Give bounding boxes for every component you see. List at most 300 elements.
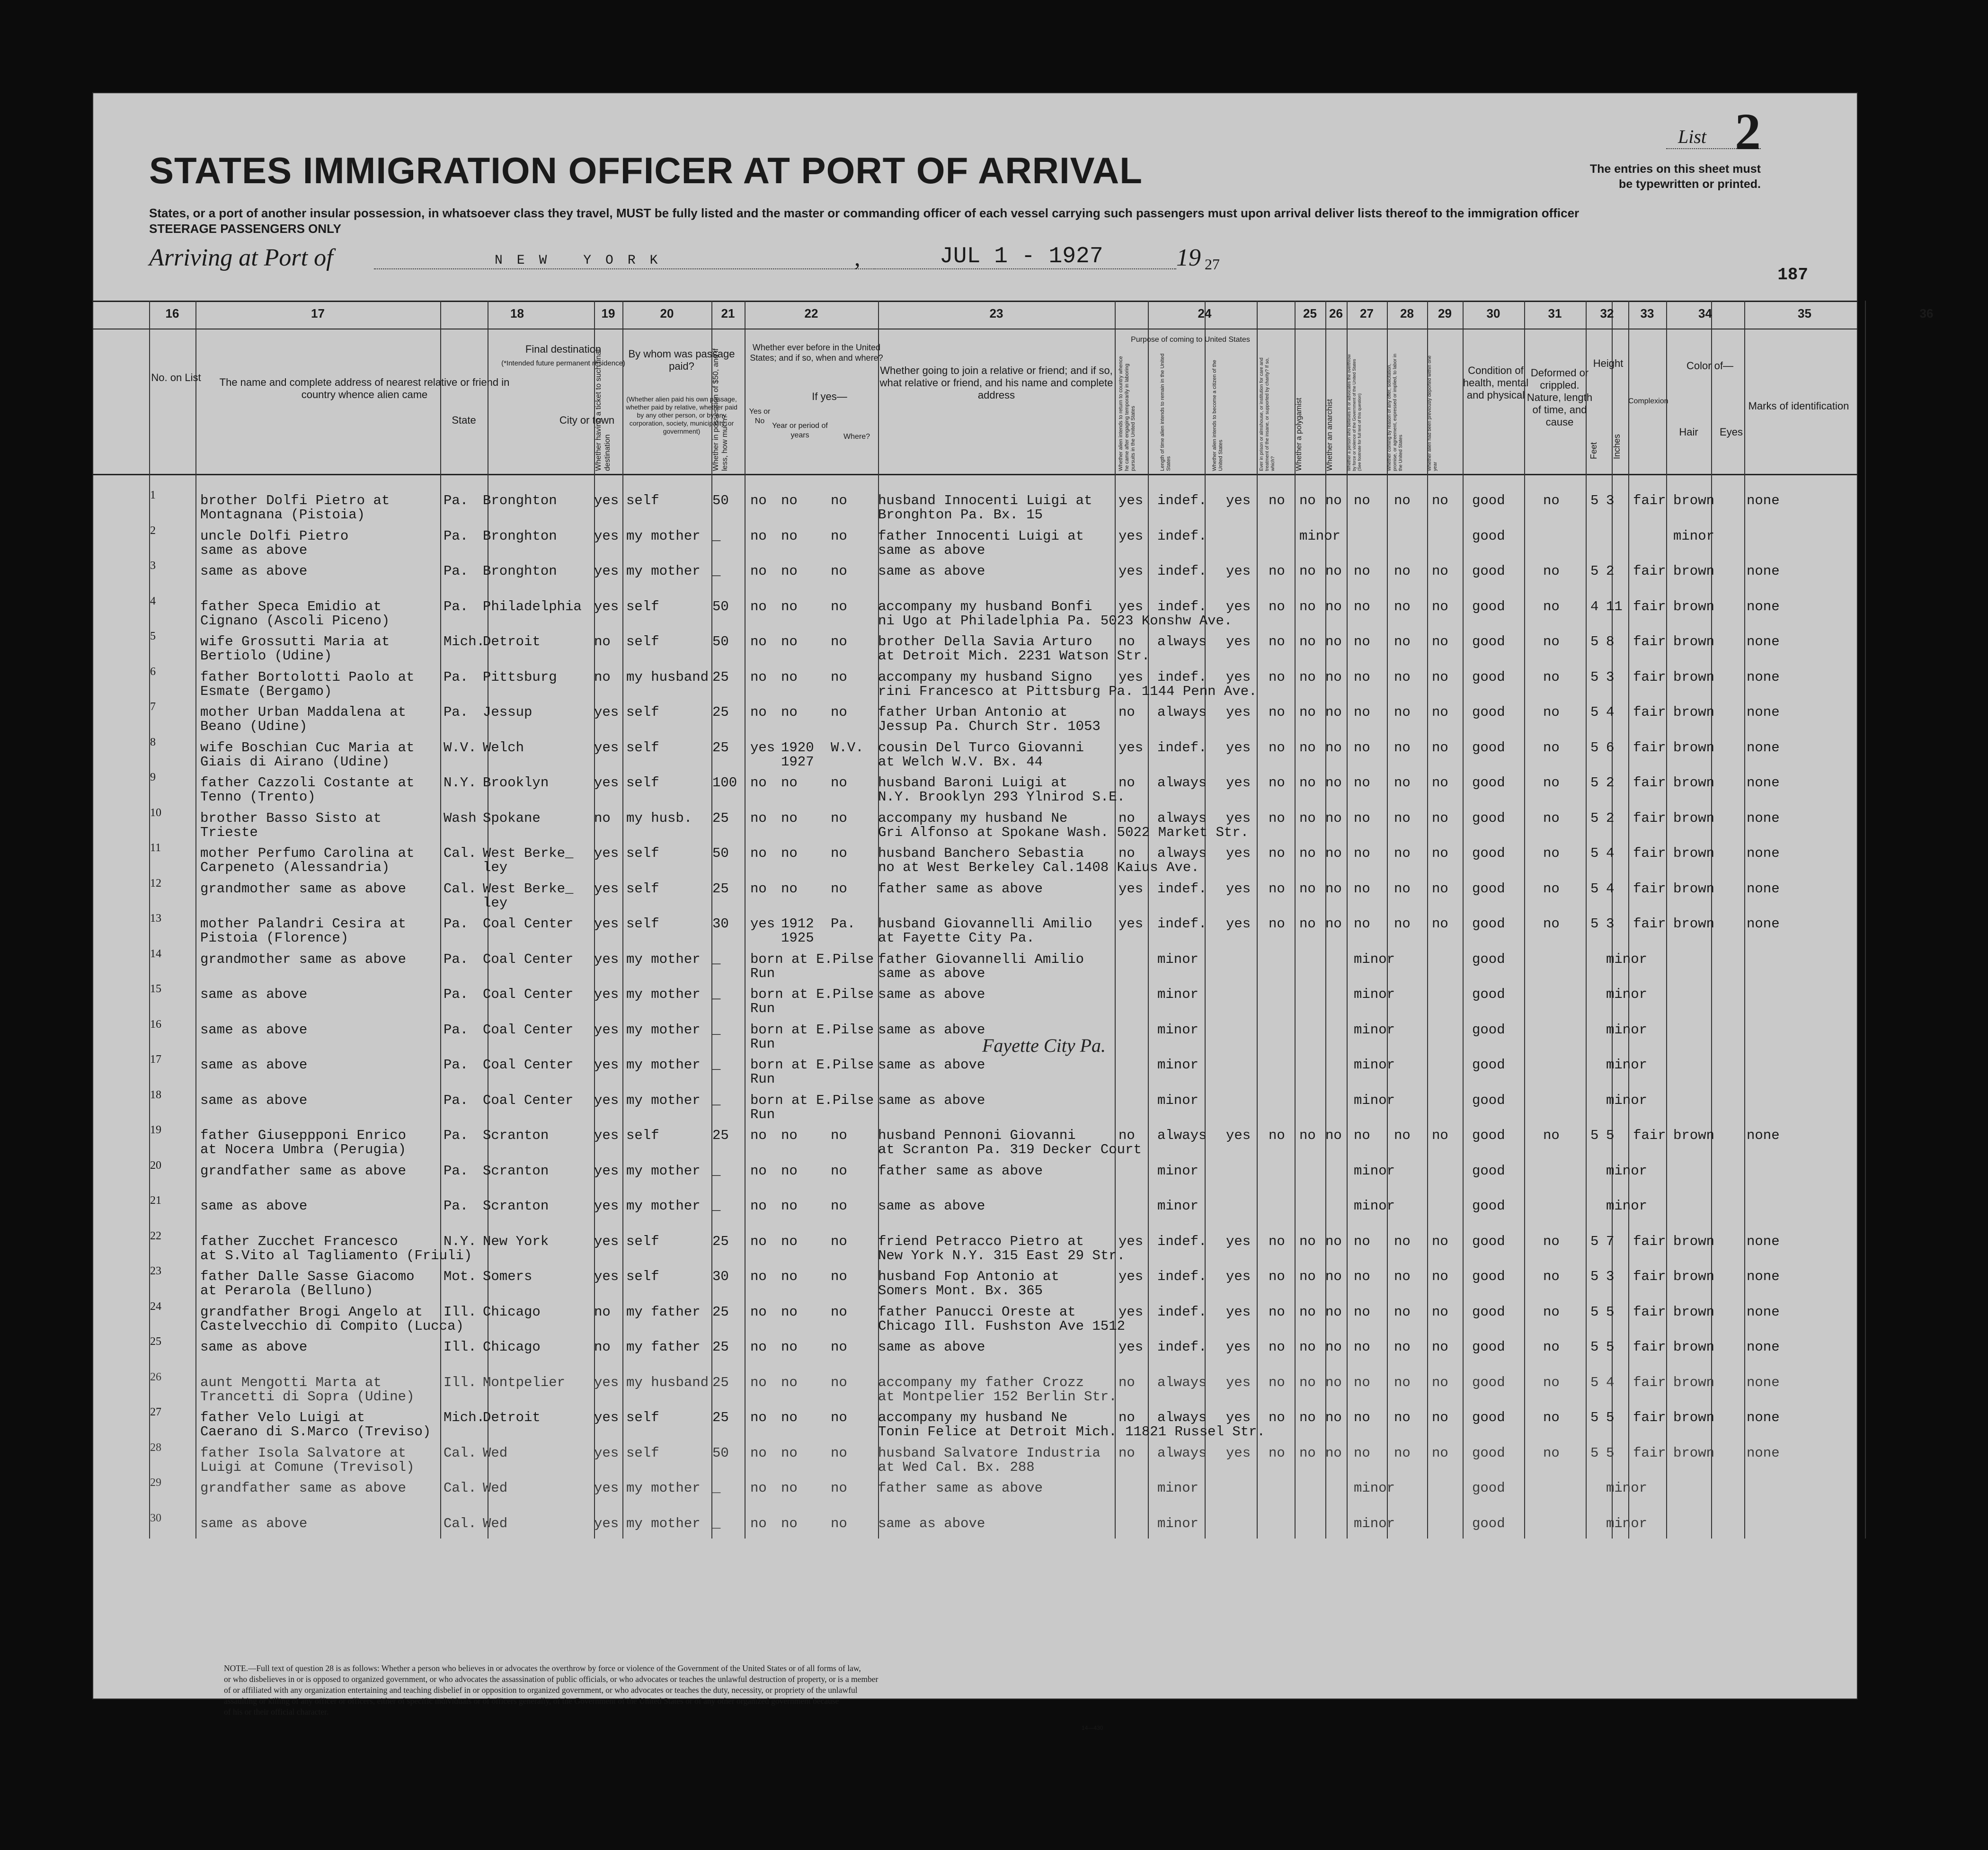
destination-state: Pa. bbox=[444, 1163, 469, 1179]
before-in-us: born at E.Pilse Run bbox=[750, 1057, 874, 1087]
overthrow-answer: no bbox=[1354, 1269, 1370, 1284]
hair-color: brown bbox=[1673, 598, 1715, 614]
anarchist-answer: no bbox=[1325, 810, 1342, 826]
relative-address: brother Dolfi Pietro at Montagnana (Pistoia) bbox=[200, 493, 390, 523]
destination-state: Pa. bbox=[444, 1092, 469, 1108]
destination-city: Scranton bbox=[483, 1163, 549, 1179]
purpose-return: no bbox=[1118, 775, 1135, 791]
overthrow-answer: minor bbox=[1354, 1092, 1395, 1108]
overthrow-answer: no bbox=[1354, 1128, 1370, 1143]
paid-by: my mother bbox=[626, 1163, 701, 1179]
height-inches: 3 bbox=[1606, 1269, 1615, 1284]
header-excluded: Whether coming by reason of any offer, solicitation, promise, or agreement, expressed or implied, to labor in the United States bbox=[1387, 354, 1403, 471]
hair-color: brown bbox=[1673, 810, 1715, 826]
paid-by: self bbox=[626, 1410, 659, 1425]
joining-relative: father same as above bbox=[878, 1163, 1043, 1179]
health-answer: good bbox=[1472, 1092, 1505, 1108]
purpose-citizen: yes bbox=[1226, 563, 1251, 579]
excluded-answer: no bbox=[1394, 881, 1411, 897]
hair-color: brown bbox=[1673, 1445, 1715, 1461]
table-row bbox=[92, 1159, 1858, 1200]
deformed-answer: no bbox=[1543, 1374, 1560, 1390]
polygamist-answer: no bbox=[1299, 916, 1316, 932]
before-in-us: no bbox=[750, 493, 767, 508]
years-in-us: no bbox=[781, 1374, 798, 1390]
height-inches: 8 bbox=[1606, 634, 1615, 649]
overthrow-answer: minor bbox=[1354, 1057, 1395, 1073]
money-amount: _ bbox=[712, 987, 721, 1002]
column-number: 26 bbox=[1329, 306, 1343, 320]
purpose-citizen: yes bbox=[1226, 493, 1251, 508]
prison-answer: no bbox=[1269, 493, 1285, 508]
height-feet: 5 bbox=[1590, 634, 1599, 649]
purpose-length: minor bbox=[1157, 1022, 1199, 1038]
polygamist-answer: no bbox=[1299, 775, 1316, 791]
health-answer: good bbox=[1472, 1374, 1505, 1390]
destination-city: Bronghton bbox=[483, 563, 557, 579]
relative-address: father Isola Salvatore at Luigi at Comune (Trevisol) bbox=[200, 1445, 415, 1475]
height-inches: 3 bbox=[1606, 493, 1615, 508]
hair-color: minor bbox=[1673, 528, 1715, 544]
joining-relative: husband Banchero Sebastia no at West Berkeley Cal.1408 Kaius Ave. bbox=[878, 845, 1199, 875]
paid-by: self bbox=[626, 1233, 659, 1249]
header-purpose: Purpose of coming to United States bbox=[1131, 336, 1250, 344]
row-number: 9 bbox=[150, 771, 156, 783]
excluded-answer: no bbox=[1394, 634, 1411, 649]
years-in-us: no bbox=[781, 1339, 798, 1355]
destination-state: Ill. bbox=[444, 1374, 477, 1390]
list-label: List bbox=[1677, 126, 1706, 147]
destination-city: Bronghton bbox=[483, 528, 557, 544]
prison-answer: no bbox=[1269, 704, 1285, 720]
identification-marks: none bbox=[1747, 775, 1780, 791]
excluded-answer: no bbox=[1394, 598, 1411, 614]
purpose-citizen: yes bbox=[1226, 1410, 1251, 1425]
destination-state: Pa. bbox=[444, 1128, 469, 1143]
ticket-answer: yes bbox=[594, 598, 619, 614]
row-number: 21 bbox=[150, 1194, 161, 1207]
column-number: 29 bbox=[1438, 306, 1452, 320]
purpose-length: indef. bbox=[1157, 739, 1207, 756]
prison-answer: no bbox=[1269, 1128, 1285, 1143]
anarchist-answer: no bbox=[1325, 1233, 1342, 1249]
prison-answer: no bbox=[1269, 1304, 1285, 1320]
complexion: fair bbox=[1633, 1374, 1666, 1390]
header-deformed: Deformed or crippled. Nature, length of time, and cause bbox=[1526, 367, 1593, 428]
joining-relative: accompany my father Crozz at Montpelier 152 Berlin Str. bbox=[878, 1374, 1117, 1405]
identification-marks: none bbox=[1747, 1304, 1780, 1320]
destination-city: Coal Center bbox=[483, 1057, 574, 1073]
health-answer: good bbox=[1472, 1163, 1505, 1179]
hair-color: brown bbox=[1673, 669, 1715, 685]
anarchist-answer: no bbox=[1325, 634, 1342, 649]
purpose-citizen: yes bbox=[1226, 810, 1251, 826]
purpose-return: no bbox=[1118, 1128, 1135, 1143]
height-inches: minor bbox=[1606, 1092, 1648, 1108]
where-in-us: no bbox=[831, 634, 847, 649]
where-in-us: no bbox=[831, 493, 847, 508]
table-row bbox=[92, 701, 1858, 741]
ticket-answer: yes bbox=[594, 704, 619, 720]
where-in-us: no bbox=[831, 1410, 847, 1425]
overthrow-answer: no bbox=[1354, 1410, 1370, 1425]
destination-state: Wash bbox=[444, 810, 477, 826]
ticket-answer: yes bbox=[594, 987, 619, 1002]
purpose-length: indef. bbox=[1157, 1233, 1207, 1249]
row-number: 20 bbox=[150, 1159, 161, 1172]
height-inches: minor bbox=[1606, 951, 1648, 967]
money-amount: 30 bbox=[712, 916, 729, 932]
identification-marks: none bbox=[1747, 493, 1780, 508]
relative-address: grandfather same as above bbox=[200, 1480, 407, 1496]
relative-address: grandfather same as above bbox=[200, 1163, 407, 1179]
anarchist-answer: no bbox=[1325, 1374, 1342, 1390]
hair-color: brown bbox=[1673, 1233, 1715, 1249]
deported-answer: no bbox=[1432, 1445, 1448, 1461]
table-row bbox=[92, 1476, 1858, 1517]
complexion: fair bbox=[1633, 634, 1666, 649]
purpose-length: minor bbox=[1157, 987, 1199, 1002]
anarchist-answer: no bbox=[1325, 598, 1342, 614]
deformed-answer: no bbox=[1543, 704, 1560, 720]
anarchist-answer: no bbox=[1325, 916, 1342, 932]
hair-color: brown bbox=[1673, 1374, 1715, 1390]
row-number: 29 bbox=[150, 1476, 161, 1489]
column-number: 27 bbox=[1360, 306, 1374, 320]
table-row bbox=[92, 1194, 1858, 1235]
where-in-us: no bbox=[831, 563, 847, 579]
where-in-us: no bbox=[831, 1128, 847, 1143]
ticket-answer: yes bbox=[594, 493, 619, 508]
destination-city: Chicago bbox=[483, 1339, 541, 1355]
ticket-answer: no bbox=[594, 634, 611, 649]
table-row bbox=[92, 665, 1858, 706]
joining-relative: husband Fop Antonio at Somers Mont. Bx. 365 bbox=[878, 1269, 1059, 1299]
height-inches: 3 bbox=[1606, 916, 1615, 932]
years-in-us: no bbox=[781, 634, 798, 649]
before-in-us: no bbox=[750, 1445, 767, 1461]
excluded-answer: no bbox=[1394, 704, 1411, 720]
overthrow-answer: no bbox=[1354, 598, 1370, 614]
purpose-return: no bbox=[1118, 845, 1135, 861]
destination-state: Pa. bbox=[444, 704, 469, 720]
before-in-us: no bbox=[750, 775, 767, 791]
port-name: NEW YORK bbox=[495, 253, 672, 268]
where-in-us: W.V. bbox=[831, 739, 864, 756]
purpose-return: yes bbox=[1118, 598, 1144, 614]
years-in-us: no bbox=[781, 1304, 798, 1320]
overthrow-answer: no bbox=[1354, 1233, 1370, 1249]
header-feet: Feet bbox=[1589, 442, 1598, 459]
deformed-answer: no bbox=[1543, 669, 1560, 685]
money-amount: 50 bbox=[712, 845, 729, 861]
where-in-us: no bbox=[831, 704, 847, 720]
complexion: fair bbox=[1633, 1445, 1666, 1461]
row-number: 6 bbox=[150, 665, 156, 678]
row-number: 3 bbox=[150, 560, 156, 572]
header-paid-by: By whom was passage paid? bbox=[628, 348, 735, 372]
relative-address: mother Palandri Cesira at Pistoia (Florence) bbox=[200, 916, 407, 946]
sheet-number: 187 bbox=[1777, 265, 1808, 285]
paid-by: self bbox=[626, 775, 659, 791]
height-feet: 5 bbox=[1590, 845, 1599, 861]
joining-relative: father Urban Antonio at Jessup Pa. Church Str. 1053 bbox=[878, 704, 1100, 734]
purpose-return: no bbox=[1118, 1445, 1135, 1461]
identification-marks: none bbox=[1747, 1410, 1780, 1425]
polygamist-answer: no bbox=[1299, 669, 1316, 685]
years-in-us: no bbox=[781, 1410, 798, 1425]
health-answer: good bbox=[1472, 1128, 1505, 1143]
height-feet: 5 bbox=[1590, 1128, 1599, 1143]
hair-color: brown bbox=[1673, 775, 1715, 791]
relative-address: mother Urban Maddalena at Beano (Udine) bbox=[200, 704, 407, 734]
form-instructions: States, or a port of another insular possession, in whatsoever class they travel, MUST be fully listed and the master or commanding officer of each vessel carrying such passengers must upon arrival deliver lists thereof to the immigration officer bbox=[149, 206, 1580, 220]
relative-address: father Velo Luigi at Caerano di S.Marco (Treviso) bbox=[200, 1410, 431, 1440]
joining-relative: same as above bbox=[878, 1515, 985, 1531]
where-in-us: no bbox=[831, 881, 847, 897]
purpose-citizen: yes bbox=[1226, 1304, 1251, 1320]
destination-state: Pa. bbox=[444, 528, 469, 544]
years-in-us: no bbox=[781, 1233, 798, 1249]
hair-color: brown bbox=[1673, 881, 1715, 897]
overthrow-answer: minor bbox=[1354, 1198, 1395, 1214]
column-number: 22 bbox=[804, 306, 818, 320]
joining-relative: accompany my husband Ne Gri Alfonso at Spokane Wash. 5022 Market Str. bbox=[878, 810, 1249, 840]
purpose-return: no bbox=[1118, 1410, 1135, 1425]
arriving-label: Arriving at Port of bbox=[149, 244, 333, 271]
row-number: 27 bbox=[150, 1406, 161, 1418]
table-row bbox=[92, 771, 1858, 811]
destination-state: Mich. bbox=[444, 1410, 485, 1425]
typewritten-note: The entries on this sheet must be typewritten or printed. bbox=[1589, 162, 1761, 191]
purpose-length: indef. bbox=[1157, 598, 1207, 614]
before-in-us: no bbox=[750, 1515, 767, 1531]
table-row bbox=[92, 1229, 1858, 1270]
ticket-answer: yes bbox=[594, 1128, 619, 1143]
complexion: fair bbox=[1633, 598, 1666, 614]
paid-by: my father bbox=[626, 1304, 701, 1320]
joining-relative: husband Salvatore Industria at Wed Cal. Bx. 288 bbox=[878, 1445, 1100, 1475]
overthrow-answer: minor bbox=[1354, 987, 1395, 1002]
header-city: City or town bbox=[559, 414, 615, 426]
row-number: 23 bbox=[150, 1265, 161, 1277]
column-number: 35 bbox=[1798, 306, 1811, 320]
where-in-us: no bbox=[831, 598, 847, 614]
row-number: 10 bbox=[150, 806, 161, 819]
destination-city: Coal Center bbox=[483, 1022, 574, 1038]
polygamist-answer: minor bbox=[1299, 528, 1341, 544]
row-number: 5 bbox=[150, 630, 156, 642]
paid-by: self bbox=[626, 493, 659, 508]
identification-marks: none bbox=[1747, 810, 1780, 826]
money-amount: _ bbox=[712, 1480, 721, 1496]
overthrow-answer: minor bbox=[1354, 1480, 1395, 1496]
height-inches: 5 bbox=[1606, 1410, 1615, 1425]
destination-state: Pa. bbox=[444, 1057, 469, 1073]
deported-answer: no bbox=[1432, 493, 1448, 508]
years-in-us: no bbox=[781, 669, 798, 685]
anarchist-answer: no bbox=[1325, 1445, 1342, 1461]
purpose-return: yes bbox=[1118, 881, 1144, 897]
deported-answer: no bbox=[1432, 563, 1448, 579]
deported-answer: no bbox=[1432, 598, 1448, 614]
purpose-length: indef. bbox=[1157, 563, 1207, 579]
column-number: 33 bbox=[1640, 306, 1654, 320]
ticket-answer: yes bbox=[594, 1057, 619, 1073]
identification-marks: none bbox=[1747, 1445, 1780, 1461]
prison-answer: no bbox=[1269, 1410, 1285, 1425]
health-answer: good bbox=[1472, 1022, 1505, 1038]
complexion: fair bbox=[1633, 881, 1666, 897]
health-answer: good bbox=[1472, 1410, 1505, 1425]
destination-city: Brooklyn bbox=[483, 775, 549, 791]
overthrow-answer: no bbox=[1354, 669, 1370, 685]
excluded-answer: no bbox=[1394, 1304, 1411, 1320]
table-row bbox=[92, 947, 1858, 988]
destination-state: Cal. bbox=[444, 1515, 477, 1531]
destination-city: Pittsburg bbox=[483, 669, 557, 685]
overthrow-answer: minor bbox=[1354, 1163, 1395, 1179]
column-number: 20 bbox=[660, 306, 674, 320]
table-row bbox=[92, 1512, 1858, 1552]
height-inches: minor bbox=[1606, 1022, 1648, 1038]
health-answer: good bbox=[1472, 528, 1505, 544]
destination-state: Pa. bbox=[444, 669, 469, 685]
height-feet: 5 bbox=[1590, 563, 1599, 579]
health-answer: good bbox=[1472, 775, 1505, 791]
health-answer: good bbox=[1472, 1269, 1505, 1284]
destination-state: Pa. bbox=[444, 598, 469, 614]
deported-answer: no bbox=[1432, 704, 1448, 720]
column-number: 17 bbox=[311, 306, 325, 320]
relative-address: father Zucchet Francesco at S.Vito al Tagliamento (Friuli) bbox=[200, 1233, 472, 1263]
paid-by: my mother bbox=[626, 1022, 701, 1038]
deported-answer: no bbox=[1432, 1233, 1448, 1249]
ticket-answer: yes bbox=[594, 563, 619, 579]
polygamist-answer: no bbox=[1299, 563, 1316, 579]
header-joining: Whether going to join a relative or friend; and if so, what relative or friend, and his name and complete address bbox=[879, 365, 1113, 401]
destination-city: Bronghton bbox=[483, 493, 557, 508]
paid-by: my mother bbox=[626, 951, 701, 967]
column-number: 31 bbox=[1548, 306, 1562, 320]
relative-address: grandmother same as above bbox=[200, 881, 407, 897]
height-inches: minor bbox=[1606, 1515, 1648, 1531]
ticket-answer: yes bbox=[594, 1269, 619, 1284]
anarchist-answer: no bbox=[1325, 493, 1342, 508]
paid-by: my husb. bbox=[626, 810, 692, 826]
money-amount: _ bbox=[712, 951, 721, 967]
table-row bbox=[92, 1441, 1858, 1482]
polygamist-answer: no bbox=[1299, 634, 1316, 649]
purpose-citizen: yes bbox=[1226, 1269, 1251, 1284]
row-number: 22 bbox=[150, 1229, 161, 1242]
ticket-answer: yes bbox=[594, 1374, 619, 1390]
joining-relative: accompany my husband Signo rini Francesco at Pittsburg Pa. 1144 Penn Ave. bbox=[878, 669, 1257, 699]
deformed-answer: no bbox=[1543, 1304, 1560, 1320]
row-number: 13 bbox=[150, 912, 161, 925]
purpose-return: yes bbox=[1118, 739, 1144, 756]
money-amount: _ bbox=[712, 1163, 721, 1179]
deformed-answer: no bbox=[1543, 916, 1560, 932]
destination-state: W.V. bbox=[444, 739, 477, 756]
ticket-answer: yes bbox=[594, 916, 619, 932]
row-number: 28 bbox=[150, 1441, 161, 1454]
relative-address: grandfather Brogi Angelo at Castelvecchio di Compito (Lucca) bbox=[200, 1304, 464, 1334]
height-inches: 5 bbox=[1606, 1445, 1615, 1461]
identification-marks: none bbox=[1747, 634, 1780, 649]
money-amount: 25 bbox=[712, 1339, 729, 1355]
money-amount: 25 bbox=[712, 1304, 729, 1320]
health-answer: good bbox=[1472, 1304, 1505, 1320]
excluded-answer: no bbox=[1394, 1445, 1411, 1461]
paid-by: self bbox=[626, 634, 659, 649]
table-row bbox=[92, 912, 1858, 952]
money-amount: 25 bbox=[712, 1128, 729, 1143]
destination-city: Detroit bbox=[483, 634, 541, 649]
header-state: State bbox=[452, 414, 476, 426]
years-in-us: no bbox=[781, 704, 798, 720]
destination-state: Mich. bbox=[444, 634, 485, 649]
excluded-answer: no bbox=[1394, 775, 1411, 791]
height-inches: 4 bbox=[1606, 881, 1615, 897]
header-final-destination: Final destination bbox=[525, 343, 602, 355]
table-row bbox=[92, 1300, 1858, 1341]
purpose-length: always bbox=[1157, 845, 1207, 861]
overthrow-answer: no bbox=[1354, 634, 1370, 649]
before-in-us: no bbox=[750, 669, 767, 685]
paid-by: self bbox=[626, 1445, 659, 1461]
where-in-us: no bbox=[831, 1233, 847, 1249]
ticket-answer: yes bbox=[594, 881, 619, 897]
ticket-answer: yes bbox=[594, 1445, 619, 1461]
health-answer: good bbox=[1472, 916, 1505, 932]
years-in-us: no bbox=[781, 493, 798, 508]
header-marks: Marks of identification bbox=[1748, 400, 1849, 412]
height-inches: 5 bbox=[1606, 1304, 1615, 1320]
deported-answer: no bbox=[1432, 1374, 1448, 1390]
ticket-answer: yes bbox=[594, 1480, 619, 1496]
health-answer: good bbox=[1472, 1339, 1505, 1355]
paid-by: self bbox=[626, 881, 659, 897]
purpose-return: yes bbox=[1118, 916, 1144, 932]
destination-city: Wed bbox=[483, 1445, 508, 1461]
header-overthrow: Whether a person who believes in or advocates the overthrow by force or violence of the Government of the United States (See footnote for full text of this question) bbox=[1347, 354, 1362, 471]
deformed-answer: no bbox=[1543, 1339, 1560, 1355]
prison-answer: no bbox=[1269, 1374, 1285, 1390]
prison-answer: no bbox=[1269, 739, 1285, 756]
joining-relative: same as above bbox=[878, 1092, 985, 1108]
where-in-us: no bbox=[831, 1198, 847, 1214]
health-answer: good bbox=[1472, 951, 1505, 967]
destination-state: Cal. bbox=[444, 1445, 477, 1461]
destination-state: Pa. bbox=[444, 493, 469, 508]
complexion: fair bbox=[1633, 810, 1666, 826]
years-in-us: no bbox=[781, 1269, 798, 1284]
joining-relative: husband Pennoni Giovanni at Scranton Pa. 319 Decker Court bbox=[878, 1128, 1142, 1157]
polygamist-answer: no bbox=[1299, 1128, 1316, 1143]
overthrow-answer: no bbox=[1354, 1445, 1370, 1461]
ticket-answer: no bbox=[594, 1304, 611, 1320]
paid-by: my husband bbox=[626, 669, 709, 685]
table-row bbox=[92, 524, 1858, 565]
header-polygamist: Whether a polygamist bbox=[1295, 398, 1303, 471]
row-number: 2 bbox=[150, 524, 156, 537]
list-number: 2 bbox=[1735, 103, 1761, 160]
excluded-answer: no bbox=[1394, 669, 1411, 685]
joining-relative: accompany my husband Ne Tonin Felice at Detroit Mich. 11821 Russel Str. bbox=[878, 1410, 1265, 1440]
identification-marks: none bbox=[1747, 845, 1780, 861]
joining-relative: same as above bbox=[878, 1198, 985, 1214]
